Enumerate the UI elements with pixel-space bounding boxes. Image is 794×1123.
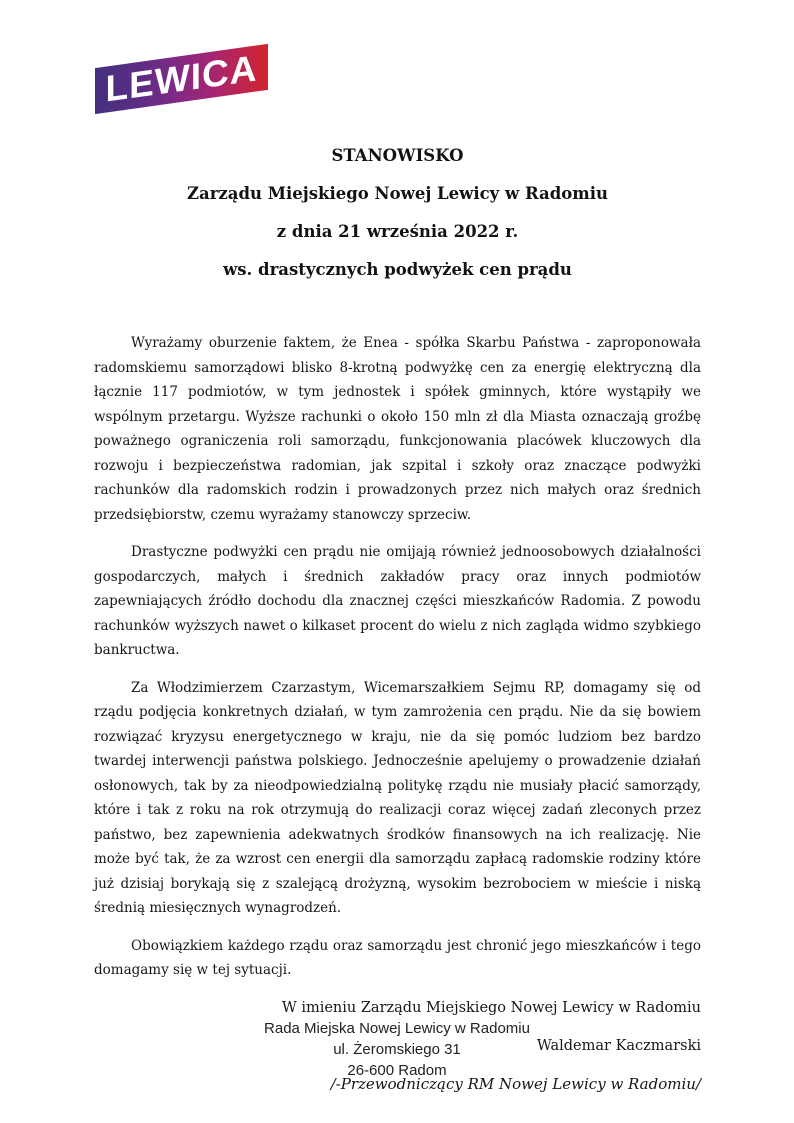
signature-name: Waldemar Kaczmarski [536,1037,701,1054]
paragraph-4: Obowiązkiem każdego rządu oraz samorządu jest chronić jego mieszkańców i tego domagamy się w tej sytuacji. [94,937,701,978]
footer-street: ul. Żeromskiego 31 [333,1041,461,1058]
footer-city: 26-600 Radom [347,1062,447,1079]
heading-date: z dnia 21 września 2022 r. [276,222,519,241]
heading-stanowisko: STANOWISKO [331,146,464,165]
heading-subject: ws. drastycznych podwyżek cen prądu [223,260,572,279]
footer-organization: Rada Miejska Nowej Lewicy w Radomiu [264,1020,530,1037]
document-content [94,331,701,1110]
signature-on-behalf: W imieniu Zarządu Miejskiego Nowej Lewicy w Radomiu [281,999,701,1016]
document-heading [94,147,701,299]
heading-issuer: Zarządu Miejskiego Nowej Lewicy w Radomiu [187,184,608,203]
lewica-logo [95,44,268,114]
paragraph-3: Za Włodzimierzem Czarzastym, Wicemarszałkiem Sejmu RP, domagamy się od rządu podjęcia konkretnych działań, w tym zamrożenia cen prądu. Nie da się bowiem rozwiązać kryzysu energetycznego w kraju, nie da się pomóc ludziom bez bardzo twardej interwencji państwa polskiego. Jednocześnie apelujemy o prowadzenie działań osłonowych, tak by za nieodpowiedzialną politykę rządu nie musiały płacić samorządy, które i tak z roku na rok otrzymują do realizacji coraz więcej zadań zleconych przez państwo, bez zapewnienia adekwatnych środków finansowych na ich realizację. Nie może być tak, że za wzrost cen energii dla samorządu zapłacą radomskie rodziny które już dzisiaj borykają się z szalejącą drożyzną, wysokim bezrobociem w mieście i niską średnią miesięcznych wynagrodzeń. [94,679,701,916]
paragraph-2: Drastyczne podwyżki cen prądu nie omijają również jednoosobowych działalności gospodarczych, małych i średnich zakładów pracy oraz innych podmiotów zapewniających źródło dochodu dla znacznej części mieszkańców Radomia. Z powodu rachunków wyższych nawet o kilkaset procent do wielu z nich zagląda widmo szybkiego bankructwa. [94,544,701,658]
paragraph-1: Wyrażamy oburzenie faktem, że Enea - spółka Skarbu Państwa - zaproponowała radomskiemu samorządowi blisko 8-krotną podwyżkę cen za energię elektryczną dla łącznie 117 podmiotów, w tym jednostek i spółek gminnych, które wystąpiły we wspólnym przetargu. Wyższe rachunki o około 150 mln zł dla Miasta oznaczają groźbę poważnego ograniczenia roli samorządu, funkcjonowania placówek kluczowych dla rozwoju i bezpieczeństwa radomian, jak szpital i szkoły oraz znaczące podwyżki rachunków dla radomskich rodzin i prowadzonych przez nich małych oraz średnich przedsiębiorstw, czemu wyrażamy stanowczy sprzeciw. [94,335,701,523]
document-body [94,331,701,983]
footer-address [0,1018,794,1081]
lewica-logo-text: LEWICA [105,46,258,110]
signature-title: /-Przewodniczący RM Nowej Lewicy w Radomiu/ [330,1074,701,1093]
